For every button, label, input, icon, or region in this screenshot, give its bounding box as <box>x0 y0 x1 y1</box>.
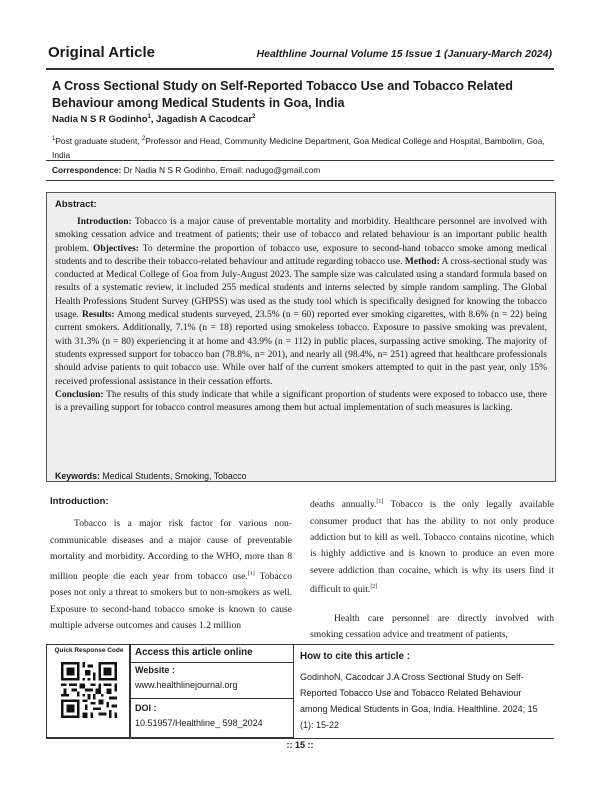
affil-sup-2: 2 <box>141 136 146 142</box>
abstract-intro: Tobacco is a major cause of preventable mortality and morbidity. Healthcare personnel are involved with smoking cessation advice and treatment of patients; their use of tobacco and related behaviour is an important public health problem. <box>55 217 547 254</box>
header-rule <box>46 68 554 70</box>
abstract-text <box>55 216 547 389</box>
page-number: :: 15 :: <box>286 740 314 750</box>
doi-link[interactable]: 10.51957/Healthline_ 598_2024 <box>135 718 263 728</box>
intro-paragraph <box>50 516 292 634</box>
abstract-conclusion-label: Conclusion: <box>55 389 104 400</box>
correspondence-text: Dr Nadia N S R Godinho, Email: nadugo@gmail.com <box>121 165 321 175</box>
intro-text-a: Tobacco is a major risk factor for various non-communicable diseases and a major cause of preventable mortality and morbidity. According to the WHO, more than 8 million people die each year from tobacco use. <box>50 518 292 582</box>
qr-code-box <box>46 644 130 738</box>
ref-2: [2] <box>370 584 378 591</box>
abstract-intro-label: Introduction: <box>77 217 132 227</box>
access-divider-2 <box>131 698 293 699</box>
cite-heading: How to cite this article : <box>300 651 410 662</box>
affiliations <box>52 132 552 162</box>
abstract-results: Among medical students surveyed, 23.5% (n = 60) reported ever smoking cigarettes, with 8.6% (n = 22) being current smokers. Additionally, 7.1% (n = 18) reported using smokeless tobacco. Exposure to passive smoking was prevalent, with 31.3% (n = 80) experiencing it at home and 43.9% (n = 112) in public places, surpassing active smoking. The majority of students expressed support for tobacco ban (78.8%, n= 201), and nearly all (98.4%, n= 251) agreed that healthcare professionals should advise patients to quit tobacco use. While over half of the current smokers attempted to quit in the past year, only 15% received professional assistance in their cessation efforts. <box>55 310 547 387</box>
access-divider-1 <box>131 662 293 663</box>
right-text-a: deaths annually. <box>310 499 377 511</box>
abstract-conclusion: The results of this study indicate that while a significant proportion of students were exposed to tobacco use, there is a prevailing support for tobacco control measures among them but actual implementation of such measures is lacking. <box>55 389 547 414</box>
author-1: Nadia N S R Godinho <box>52 114 148 126</box>
article-type-label: Original Article <box>48 44 155 61</box>
journal-citation-header: Healthline Journal Volume 15 Issue 1 (January-March 2024) <box>256 48 552 60</box>
author-2: Jagadish A Cacodcar <box>156 114 253 126</box>
affil-sup-1: 1 <box>52 136 56 142</box>
abstract-heading: Abstract: <box>55 199 97 210</box>
abstract-method: A cross-sectional study was conducted at Medical College of Goa from July-August 2023. The sample size was calculated using a standard formula based on results of a systematic review, it included 255 medical students and interns selected by simple random sampling. The Global Health Professions Student Survey (GHPSS) was used as the study tool which is specifically designed for knowing the tobacco usage. <box>55 256 547 321</box>
keywords-text: Medical Students, Smoking, Tobacco <box>99 471 247 481</box>
abstract-results-label: Results: <box>81 310 115 321</box>
access-online-box <box>130 644 294 738</box>
correspondence-rule <box>46 180 554 181</box>
article-title: A Cross Sectional Study on Self-Reported Tobacco Use and Tobacco Related Behaviour among Medical Students in Goa, India <box>52 79 513 110</box>
affil-text-1: Post graduate student, <box>55 135 142 146</box>
abstract-objectives-label: Objectives: <box>93 243 139 254</box>
website-label: Website : <box>135 665 175 675</box>
correspondence-label: Correspondence: <box>52 165 122 175</box>
author-line <box>52 114 255 125</box>
keywords <box>55 471 247 481</box>
website-link[interactable]: www.healthlinejournal.org <box>135 680 238 690</box>
right-column <box>310 494 554 644</box>
keywords-label: Keywords: <box>55 471 100 481</box>
ref-1: [1] <box>247 570 255 577</box>
introduction-heading: Introduction: <box>50 496 109 507</box>
how-to-cite-box <box>294 644 554 739</box>
abstract-method-label: Method: <box>404 256 440 267</box>
affil-text-2: Professor and Head, Community Medicine Department, Goa Medical College and Hospital, Bambolim, Goa, India <box>52 135 545 160</box>
correspondence <box>52 165 320 175</box>
author-1-sup: 1 <box>147 114 151 120</box>
abstract-objectives: To determine the proportion of tobacco use, exposure to second-hand tobacco smoke among medical students and to describe their tobacco-related behaviour and attitude regarding tobacco use. <box>55 243 547 267</box>
cite-text: GodinhoN, Cacodcar J.A Cross Sectional Study on Self-Reported Tobacco Use and Tobacco Related Behaviour among Medical Students in Goa, India. Healthline. 2024; 15 (1): 15-22 <box>300 672 538 730</box>
author-2-sup: 2 <box>252 114 256 120</box>
abstract-conclusion-para <box>55 389 547 416</box>
right-paragraph-1 <box>310 494 554 599</box>
doi-label: DOI : <box>135 703 157 713</box>
abstract-box <box>46 192 556 482</box>
author-separator: , <box>150 114 157 126</box>
right-text-b: Tobacco is the only legally available consumer product that has the ability to not only produce addiction but to kill as well. Tobacco contains nicotine, which is highly addictive and is known to produce an even more severe addiction than cocaine, which is why its users find it difficult to quit. <box>310 499 554 596</box>
qr-code-label: Quick Response Code <box>54 647 124 654</box>
left-column <box>50 494 292 634</box>
ref-1b: [1] <box>376 499 384 505</box>
qr-code-icon[interactable] <box>61 662 117 718</box>
access-heading: Access this article online <box>135 647 253 658</box>
affil-rule <box>46 160 554 161</box>
intro-text-b: Tobacco poses not only a threat to smokers but to non-smokers as well. Exposure to second-hand tobacco smoke is known to cause multiple adverse outcomes and causes 1.2 million <box>50 570 292 632</box>
footer-rule <box>46 738 554 739</box>
right-paragraph-2: Health care personnel are directly involved with smoking cessation advice and treatment of patients, <box>310 612 554 641</box>
